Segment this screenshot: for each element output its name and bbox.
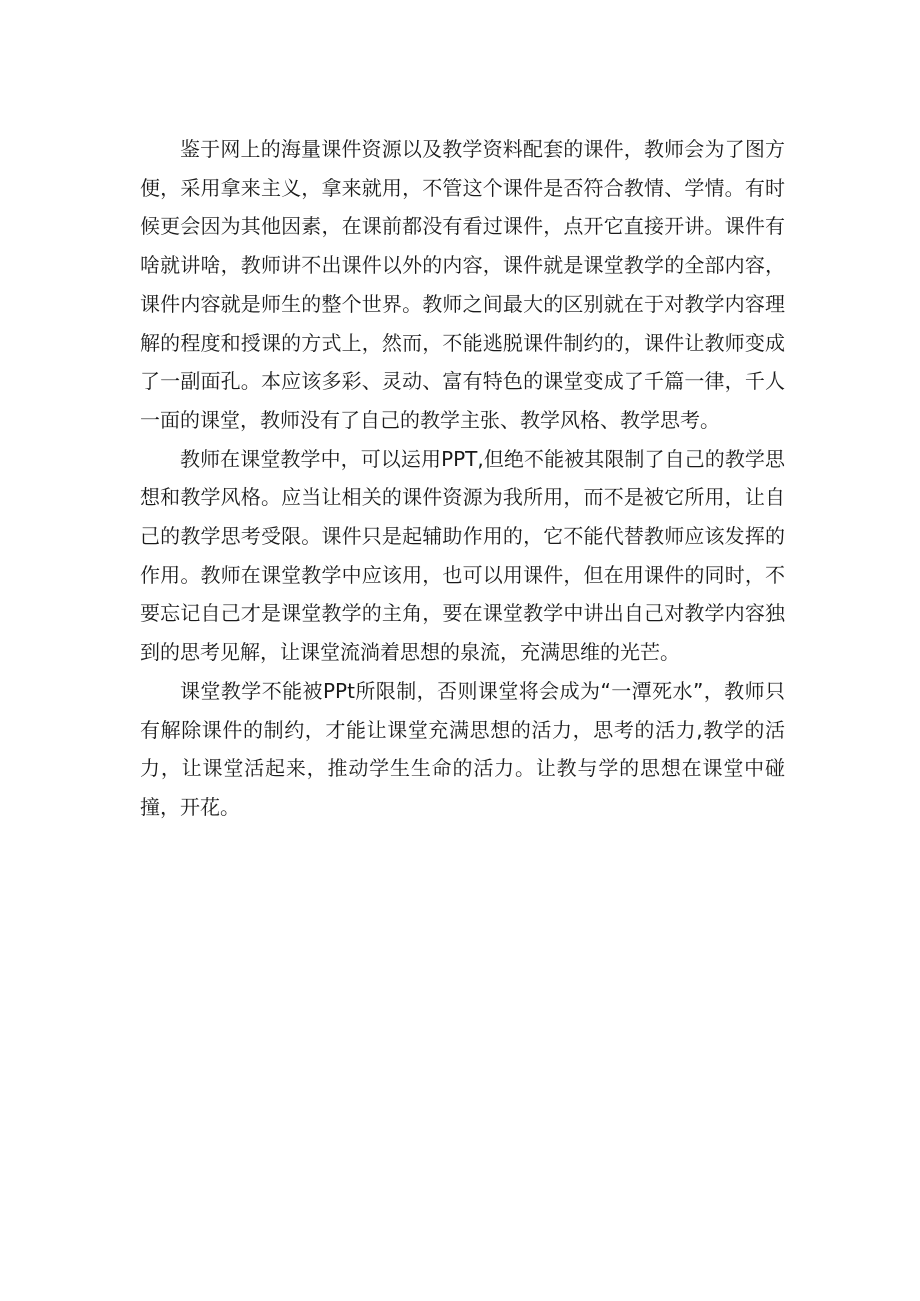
paragraph-3: 课堂教学不能被PPt所限制，否则课堂将会成为“一潭死水”，教师只有解除课件的制约，才能让课堂充满思想的活力，思考的活力,教学的活力，让课堂活起来，推动学生生命的活力。让教与学的思想在课堂中碰撞，开花。 <box>140 678 785 819</box>
paragraph-2: 教师在课堂教学中，可以运用PPT,但绝不能被其限制了自己的教学思想和教学风格。应当让相关的课件资源为我所用，而不是被它所用，让自己的教学思考受限。课件只是起辅助作用的，它不能代替教师应该发挥的作用。教师在课堂教学中应该用，也可以用课件，但在用课件的同时，不要忘记自己才是课堂教学的主角，要在课堂教学中讲出自己对教学内容独到的思考见解，让课堂流淌着思想的泉流，充满思维的光芒。 <box>140 446 785 665</box>
paragraph-1: 鉴于网上的海量课件资源以及教学资料配套的课件，教师会为了图方便，采用拿来主义，拿来就用，不管这个课件是否符合教情、学情。有时候更会因为其他因素，在课前都没有看过课件，点开它直接开讲。课件有啥就讲啥，教师讲不出课件以外的内容，课件就是课堂教学的全部内容，课件内容就是师生的整个世界。教师之间最大的区别就在于对教学内容理解的程度和授课的方式上，然而，不能逃脱课件制约的，课件让教师变成了一副面孔。本应该多彩、灵动、富有特色的课堂变成了千篇一律，千人一面的课堂，教师没有了自己的教学主张、教学风格、教学思考。 <box>140 137 785 432</box>
document-body <box>140 130 785 827</box>
